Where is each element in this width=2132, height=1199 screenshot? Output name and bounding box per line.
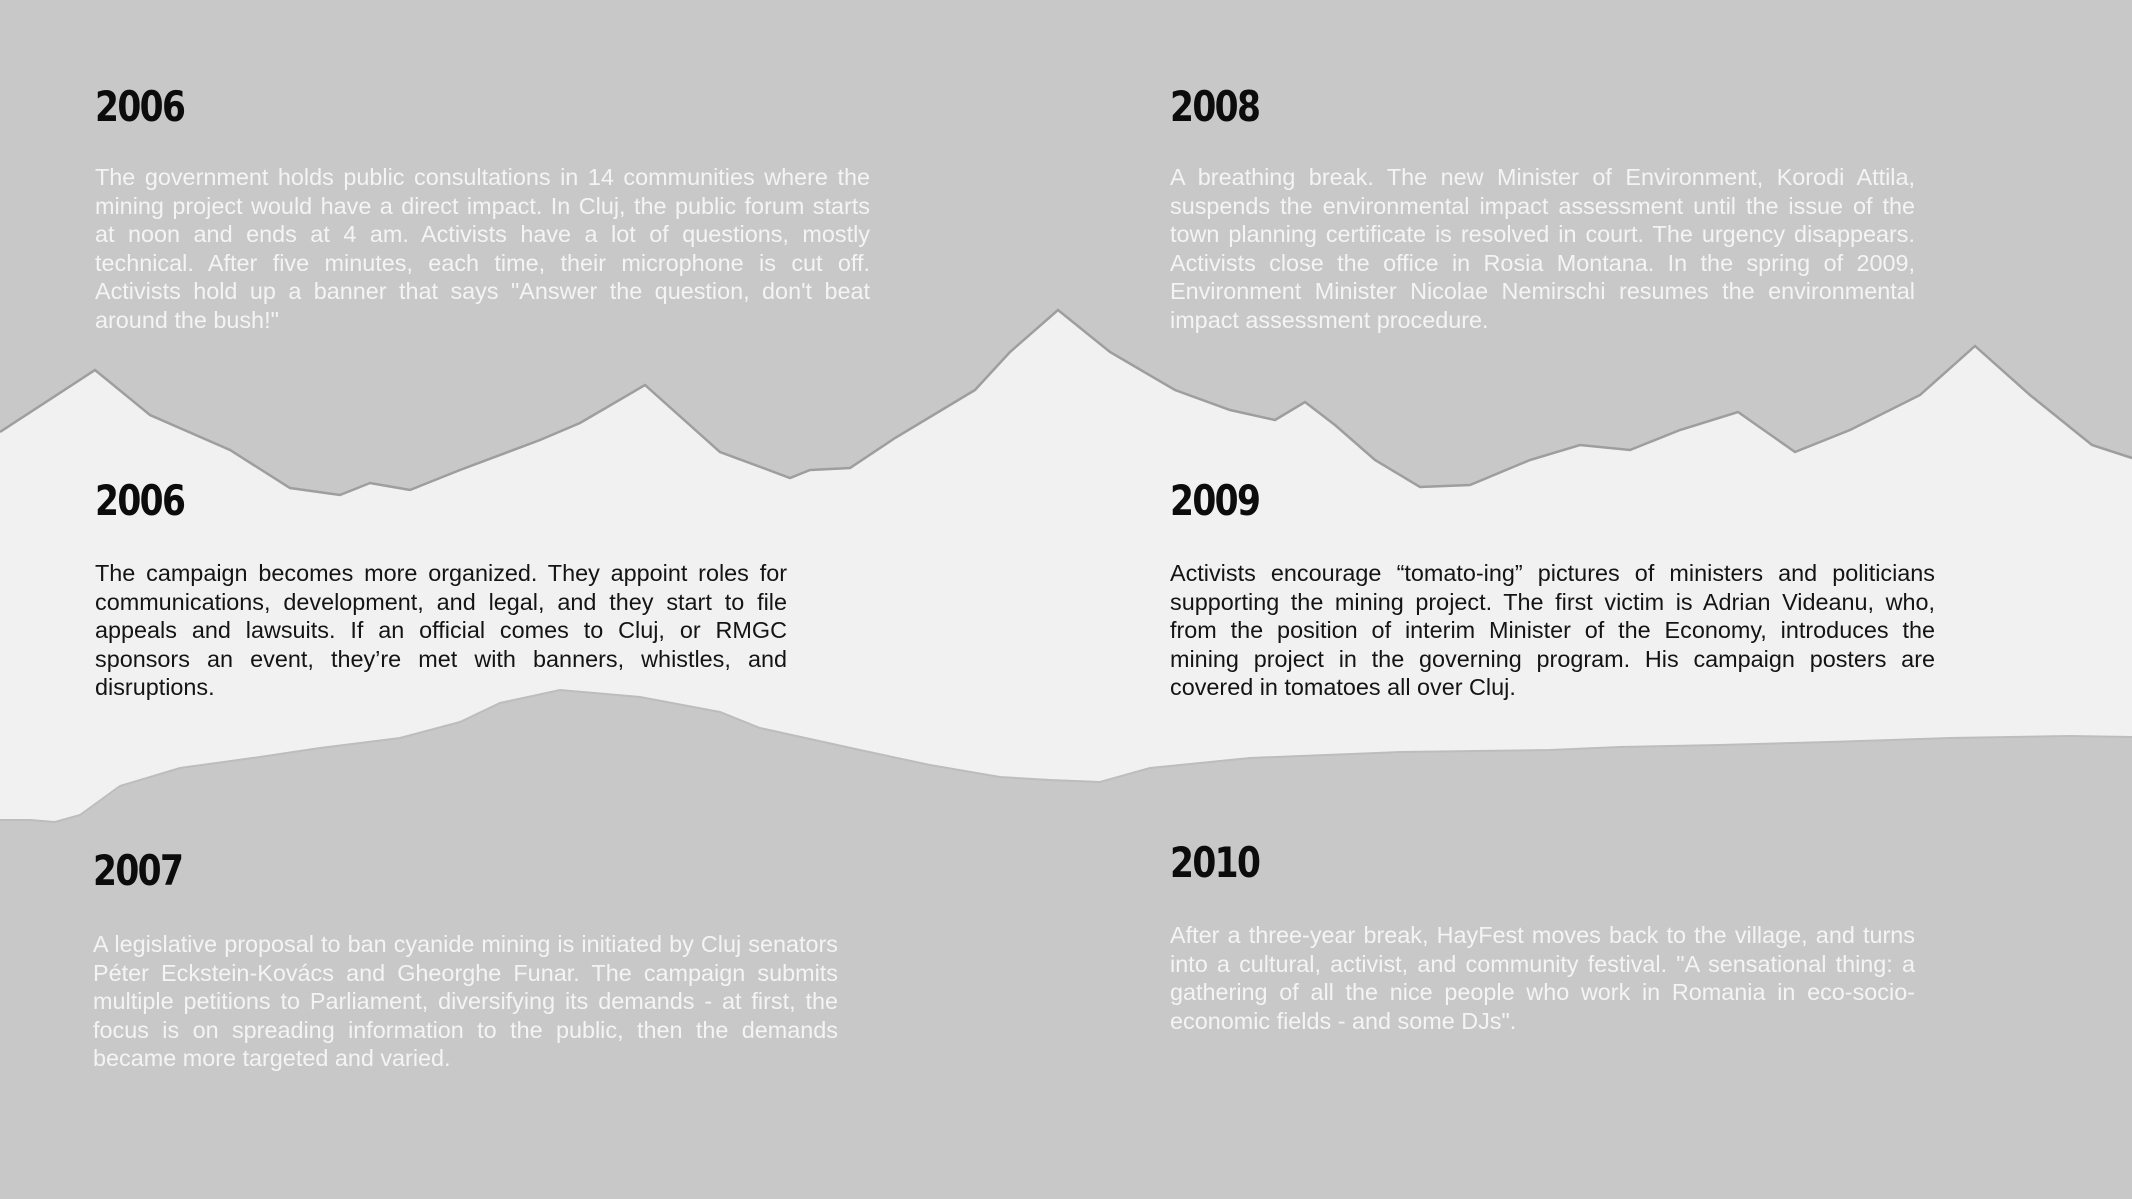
entry-year: 2006	[95, 476, 185, 525]
entry-text: Activists encourage “tomato-ing” pictures of ministers and politicians supporting the mining project. The first victim is Adrian Videanu, who, from the position of interim Minister of the Economy, introduces the mining project in the governing program. His campaign posters are covered in tomatoes all over Cluj.	[1170, 560, 1935, 700]
timeline-entry-2006-consultations	[95, 82, 870, 334]
timeline-entry-2007	[93, 846, 838, 1073]
entry-year: 2007	[93, 846, 183, 895]
timeline-entry-2006-campaign	[95, 476, 787, 702]
entry-year: 2006	[95, 82, 185, 131]
timeline-entry-2008	[1170, 82, 1915, 334]
timeline-entry-2010	[1170, 838, 1915, 1035]
entry-text: A breathing break. The new Minister of Environment, Korodi Attila, suspends the environmental impact assessment until the issue of the town planning certificate is resolved in court. The urgency disappears. Activists close the office in Rosia Montana. In the spring of 2009, Environment Minister Nicolae Nemirschi resumes the environmental impact assessment procedure.	[1170, 164, 1915, 333]
entry-text: The campaign becomes more organized. They appoint roles for communications, development, and legal, and they start to file appeals and lawsuits. If an official comes to Cluj, or RMGC sponsors an event, they’re met with banners, whistles, and disruptions.	[95, 560, 787, 700]
entry-text: After a three-year break, HayFest moves back to the village, and turns into a cultural, activist, and community festival. "A sensational thing: a gathering of all the nice people who work in Romania in eco-socio-economic fields - and some DJs".	[1170, 922, 1915, 1034]
entry-text: The government holds public consultations in 14 communities where the mining project would have a direct impact. In Cluj, the public forum starts at noon and ends at 4 am. Activists have a lot of questions, mostly technical. After five minutes, each time, their microphone is cut off. Activists hold up a banner that says "Answer the question, don't beat around the bush!"	[95, 164, 870, 333]
entry-year: 2010	[1170, 838, 1260, 887]
entry-year: 2008	[1170, 82, 1260, 131]
entry-year: 2009	[1170, 476, 1260, 525]
entry-text: A legislative proposal to ban cyanide mining is initiated by Cluj senators Péter Eckstein-Kovács and Gheorghe Funar. The campaign submits multiple petitions to Parliament, diversifying its demands - at first, the focus is on spreading information to the public, then the demands became more targeted and varied.	[93, 931, 838, 1071]
timeline-entry-2009	[1170, 476, 1935, 702]
